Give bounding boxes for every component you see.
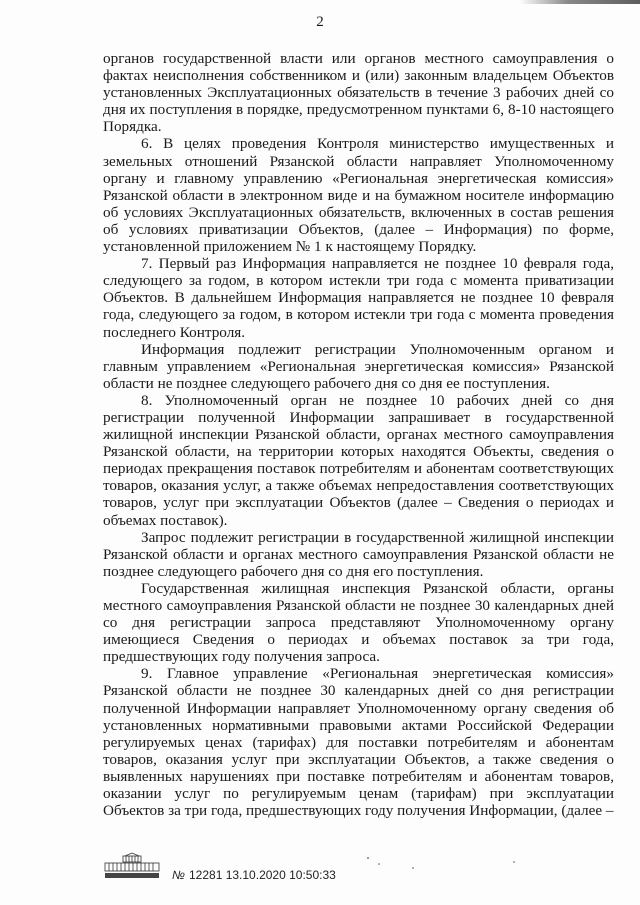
paragraph-inspection-response: Государственная жилищная инспекция Рязанской области, органы местного самоуправления Рязанской области не позднее 30 календарных дней со дня регистрации запроса представляют Уполномоченному органу имеющиеся Сведения о периодах и объемах поставок за три года, предшествующих году получения запроса. (103, 579, 614, 666)
paragraph-item-8: 8. Уполномоченный орган не позднее 10 рабочих дней со дня регистрации полученной Информации запрашивает в государственной жилищной инспекции Рязанской области, органах местного самоуправления Рязанской области, на территории которых находятся Объекты, сведения о периодах прекращения поставок потребителям и абонентам соответствующих товаров, оказания услуг, а также объемах непредоставления соответствующих товаров, услуг при эксплуатации Объектов (далее – Сведения о периодах и объемах поставок). (103, 391, 614, 529)
paragraph-item-7: 7. Первый раз Информация направляется не позднее 10 февраля года, следующего за годом, в котором истекли три года с момента приватизации Объектов. В дальнейшем Информация направляется не позднее 10 февраля года, следующего за годом, в котором истекли три года с момента проведения последнего Контроля. (103, 255, 614, 341)
paragraph-item-9: 9. Главное управление «Региональная энергетическая комиссия» Рязанской области не позднее 30 календарных дней со дня регистрации полученной Информации направляет Уполномоченному органу сведения об установленных нормативными правовыми актами Российской Федерации регулируемых ценах (тарифах) для поставки потребителям и абонентам товаров, оказания услуг при эксплуатации Объектов, а также сведения о выявленных нарушениях при поставке потребителям и абонентам товаров, оказании услуг по регулируемым ценам (тарифам) при эксплуатации Объектов за три года, предшествующих году получения Информации, (далее – (103, 665, 614, 820)
page-number: 2 (316, 14, 324, 30)
paragraph-item-6: 6. В целях проведения Контроля министерство имущественных и земельных отношений Рязанской области направляет Уполномоченному органу и главному управлению «Региональная энергетическая комиссия» Рязанской области в электронном виде и на бумажном носителе информацию об условиях Эксплуатационных обязательств, включенных в состав решения об условиях приватизации Объектов, (далее – Информация) по форме, установленной приложением № 1 к настоящему Порядку. (103, 135, 614, 256)
registry-stamp-icon (103, 852, 161, 880)
paragraph-registration-information: Информация подлежит регистрации Уполномоченным органом и главным управлением «Региональная энергетическая комиссия» Рязанской области не позднее следующего рабочего дня со дня ее поступления. (103, 340, 614, 392)
registration-number-date: 12281 13.10.2020 10:50:33 (189, 868, 336, 882)
paragraph-request-registration: Запрос подлежит регистрации в государственной жилищной инспекции Рязанской области и органах местного самоуправления Рязанской области не позднее следующего рабочего дня со дня его поступления. (103, 528, 614, 580)
registration-stamp (172, 868, 336, 882)
number-sign: № (172, 868, 185, 882)
paragraph-continuation: органов государственной власти или органов местного самоуправления о фактах неисполнения собственником и (или) законным владельцем Объектов установленных Эксплуатационных обязательств в течение 3 рабочих дней со дня их поступления в порядке, предусмотренном пунктами 6, 8-10 настоящего Порядка. (103, 50, 614, 136)
scan-edge-mark (520, 0, 640, 4)
document-body (103, 50, 614, 819)
